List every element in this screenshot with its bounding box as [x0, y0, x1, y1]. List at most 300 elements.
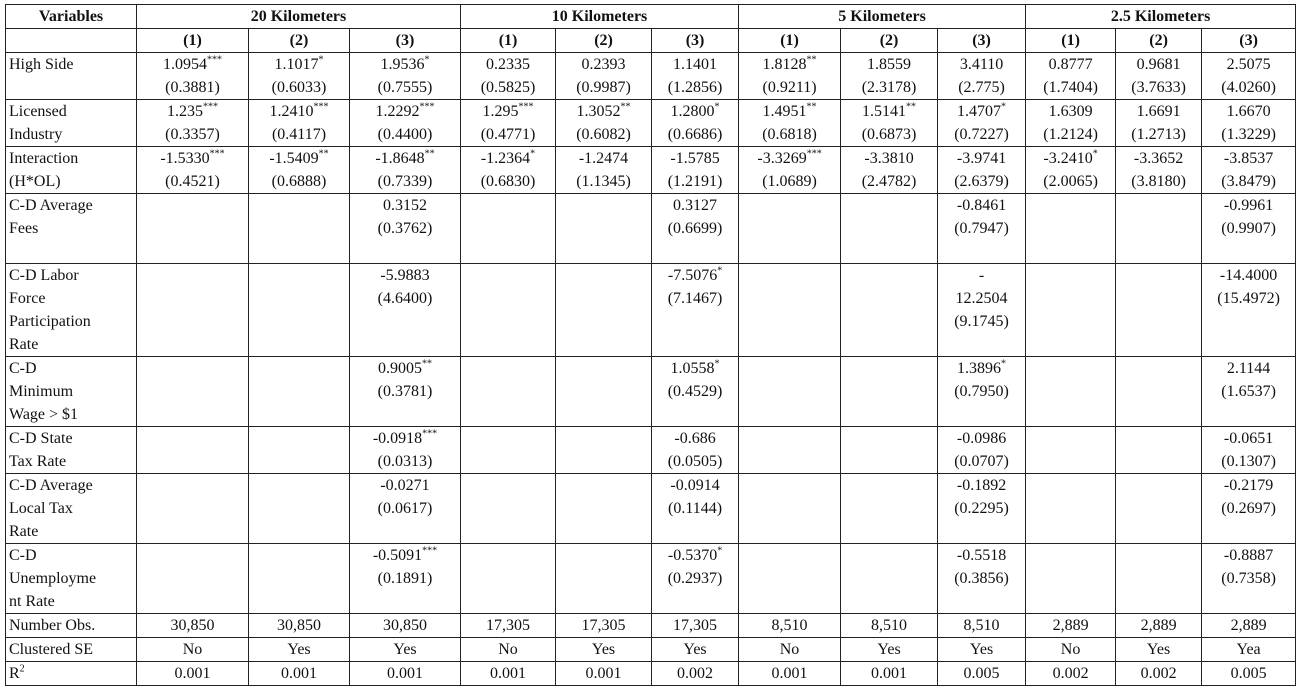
- table-row: [6, 264, 1296, 357]
- summary-label-text: Number Obs.: [9, 617, 96, 634]
- variable-label-line: Wage > $1: [9, 406, 79, 423]
- standard-error: (0.6818): [762, 126, 817, 143]
- variable-label-line: C-D: [9, 547, 37, 564]
- variable-label-line: Industry: [9, 126, 63, 143]
- coefficient-value: 1.5141**: [862, 101, 917, 120]
- summary-value: 0.002: [652, 662, 739, 686]
- coefficient-value: -0.5518: [956, 547, 1007, 564]
- empty-cell: [1116, 264, 1202, 357]
- coefficient-value: -5.9883: [380, 267, 430, 284]
- column-number: (3): [350, 29, 461, 53]
- summary-value: Yes: [652, 638, 739, 662]
- column-number: (1): [461, 29, 556, 53]
- empty-cell: [461, 194, 556, 264]
- coefficient-cell: [938, 53, 1026, 100]
- significance-stars: **: [424, 148, 435, 160]
- significance-stars: **: [906, 101, 917, 113]
- summary-value: 17,305: [461, 614, 556, 638]
- empty-cell: [1116, 544, 1202, 614]
- coefficient-cell: [739, 100, 841, 147]
- summary-value: Yes: [556, 638, 652, 662]
- standard-error: (1.2191): [667, 173, 723, 190]
- standard-error: (0.6888): [271, 173, 327, 190]
- empty-cell: [556, 427, 652, 474]
- summary-row: [6, 662, 1296, 686]
- standard-error: (2.6379): [954, 173, 1009, 190]
- significance-stars: ***: [518, 101, 534, 113]
- coefficient-cell: [652, 544, 739, 614]
- coefficient-value: -3.2410*: [1043, 148, 1098, 167]
- empty-cell: [739, 194, 841, 264]
- variable-label-line: High Side: [9, 56, 74, 73]
- coefficient-cell: [461, 100, 556, 147]
- standard-error: (4.6400): [377, 290, 433, 307]
- standard-error: (0.7339): [377, 173, 433, 190]
- coefficient-value: 0.9681: [1136, 56, 1181, 73]
- empty-cell: [841, 474, 938, 544]
- table-row: [6, 100, 1296, 147]
- coefficient-cell: [556, 53, 652, 100]
- standard-error: (0.6082): [576, 126, 631, 143]
- standard-error: (2.3178): [861, 79, 917, 96]
- significance-stars: ***: [203, 101, 218, 113]
- empty-cell: [137, 474, 249, 544]
- superscript: 2: [19, 663, 25, 675]
- empty-cell: [249, 357, 350, 427]
- column-number: (3): [938, 29, 1026, 53]
- coefficient-cell: [652, 100, 739, 147]
- group-header: 2.5 Kilometers: [1026, 5, 1296, 29]
- coefficient-value: 0.2393: [581, 56, 626, 73]
- empty-cell: [249, 264, 350, 357]
- empty-cell: [1116, 194, 1202, 264]
- group-header-row: [6, 5, 1296, 29]
- coefficient-cell: [249, 100, 350, 147]
- empty-cell: [137, 544, 249, 614]
- column-number: (1): [739, 29, 841, 53]
- significance-stars: ***: [806, 148, 822, 160]
- coefficient-value: -0.8461: [956, 197, 1007, 214]
- coefficient-cell: [1202, 100, 1296, 147]
- coefficient-value: -0.0914: [670, 477, 720, 494]
- coefficient-cell: [350, 147, 461, 194]
- coefficient-cell: [739, 147, 841, 194]
- coefficient-value: -3.9741: [956, 150, 1007, 167]
- coefficient-value: -1.5409**: [269, 148, 329, 167]
- significance-stars: ***: [313, 101, 329, 113]
- coefficient-cell: [1026, 53, 1116, 100]
- variable-label-line: C-D State: [9, 430, 73, 447]
- standard-error: (0.9907): [1221, 220, 1276, 237]
- coefficient-cell: [938, 427, 1026, 474]
- summary-label: [6, 614, 137, 638]
- significance-stars: ***: [422, 428, 438, 440]
- empty-cell: [556, 194, 652, 264]
- empty-cell: [1116, 427, 1202, 474]
- summary-value: 0.001: [739, 662, 841, 686]
- coefficient-cell: [652, 194, 739, 264]
- empty-cell: [137, 427, 249, 474]
- summary-value: Yes: [249, 638, 350, 662]
- empty-cell: [1026, 427, 1116, 474]
- coefficient-cell: [938, 147, 1026, 194]
- coefficient-value: -14.4000: [1219, 267, 1278, 284]
- summary-label-text: R: [9, 665, 20, 682]
- coefficient-value: -0.2179: [1223, 477, 1274, 494]
- standard-error: (0.7358): [1221, 570, 1276, 587]
- variable-label-line: Rate: [9, 523, 39, 540]
- coefficient-value: -3.3269***: [757, 148, 822, 167]
- coefficient-cell: [1116, 147, 1202, 194]
- summary-value: 30,850: [249, 614, 350, 638]
- coefficient-cell: [652, 427, 739, 474]
- coefficient-value: 1.295***: [482, 101, 534, 120]
- coefficient-cell: [350, 53, 461, 100]
- coefficient-value: -7.5076*: [667, 265, 723, 284]
- standard-error: (1.2124): [1043, 126, 1098, 143]
- coefficient-value: -3.3652: [1133, 150, 1184, 167]
- empty-cell: [739, 264, 841, 357]
- standard-error: (0.4521): [165, 173, 220, 190]
- variable-label: [6, 53, 137, 100]
- variable-label: [6, 100, 137, 147]
- summary-value: 0.001: [137, 662, 249, 686]
- standard-error: (2.775): [958, 79, 1005, 96]
- standard-error: (0.6699): [667, 220, 723, 237]
- coefficient-cell: [249, 53, 350, 100]
- empty-cell: [461, 427, 556, 474]
- standard-error: (0.5825): [480, 79, 536, 96]
- empty-cell: [1116, 357, 1202, 427]
- standard-error: (0.2937): [667, 570, 723, 587]
- significance-stars: **: [620, 101, 631, 113]
- summary-value: 8,510: [841, 614, 938, 638]
- column-number: (3): [1202, 29, 1296, 53]
- standard-error: (0.6033): [271, 79, 327, 96]
- standard-error: (15.4972): [1217, 290, 1280, 307]
- standard-error: (1.0689): [762, 173, 817, 190]
- summary-value: No: [1026, 638, 1116, 662]
- coefficient-cell: [1202, 427, 1296, 474]
- significance-stars: *: [1092, 148, 1098, 160]
- standard-error: (0.3881): [165, 79, 220, 96]
- standard-error: (0.7950): [954, 383, 1009, 400]
- table-row: [6, 194, 1296, 264]
- coefficient-value: -0.8887: [1223, 547, 1274, 564]
- standard-error: (0.1891): [377, 570, 433, 587]
- empty-cell: [841, 264, 938, 357]
- column-number: (2): [556, 29, 652, 53]
- empty-cell: [1026, 264, 1116, 357]
- standard-error: (0.6830): [480, 173, 536, 190]
- coefficient-cell: [1202, 147, 1296, 194]
- coefficient-value: 2.1144: [1226, 360, 1271, 377]
- standard-error: (0.3357): [165, 126, 220, 143]
- empty-cell: [841, 194, 938, 264]
- coefficient-value: 0.8777: [1048, 56, 1093, 73]
- coefficient-cell: [938, 474, 1026, 544]
- coefficient-value: 0.3152: [383, 197, 427, 214]
- summary-label: [6, 638, 137, 662]
- coefficient-value: 1.1401: [673, 56, 718, 73]
- coefficient-cell: [1116, 100, 1202, 147]
- coefficient-cell: [652, 264, 739, 357]
- summary-value: 0.002: [1026, 662, 1116, 686]
- coefficient-cell: [249, 147, 350, 194]
- variable-label-line: C-D Labor: [9, 267, 79, 284]
- standard-error: (0.6686): [667, 126, 723, 143]
- standard-error: (0.3762): [377, 220, 433, 237]
- empty-cell: [739, 357, 841, 427]
- significance-stars: *: [714, 358, 720, 370]
- empty-cell: [556, 474, 652, 544]
- standard-error: (0.0505): [667, 453, 723, 470]
- summary-value: 8,510: [739, 614, 841, 638]
- variable-label-line: Local Tax: [9, 500, 73, 517]
- group-header: 20 Kilometers: [137, 5, 461, 29]
- coefficient-cell: [1202, 53, 1296, 100]
- standard-error: (0.0707): [954, 453, 1009, 470]
- variable-label-line: Force: [9, 290, 46, 307]
- variable-label-line: Licensed: [9, 103, 67, 120]
- summary-value: 30,850: [137, 614, 249, 638]
- empty-cell: [1026, 544, 1116, 614]
- variable-label: [6, 194, 137, 264]
- coefficient-value: -0.5091***: [372, 545, 438, 564]
- coefficient-value: 1.3896*: [957, 358, 1007, 377]
- coefficient-cell: [461, 147, 556, 194]
- significance-stars: ***: [422, 545, 438, 557]
- coefficient-cell: [137, 147, 249, 194]
- standard-error: (0.1307): [1221, 453, 1276, 470]
- coefficient-cell: [1202, 357, 1296, 427]
- standard-error: (0.0617): [377, 500, 433, 517]
- standard-error: (0.4400): [377, 126, 433, 143]
- empty-cell: [739, 544, 841, 614]
- coefficient-cell: [350, 427, 461, 474]
- spacer-line: [9, 240, 133, 263]
- variable-label: [6, 357, 137, 427]
- empty-cell: [739, 474, 841, 544]
- coefficient-cell: [938, 357, 1026, 427]
- coefficient-value: 3.4110: [959, 56, 1004, 73]
- coefficient-value: 0.9005**: [378, 358, 432, 377]
- variable-label: [6, 264, 137, 357]
- coefficient-cell: [350, 474, 461, 544]
- coefficient-value: 1.2410***: [269, 101, 329, 120]
- variable-label-line: nt Rate: [9, 593, 55, 610]
- variables-header: Variables: [6, 5, 137, 29]
- coefficient-cell: [461, 53, 556, 100]
- summary-value: 30,850: [350, 614, 461, 638]
- significance-stars: ***: [207, 54, 222, 66]
- summary-value: No: [739, 638, 841, 662]
- variable-label-line: (H*OL): [9, 173, 61, 190]
- coefficient-value: 1.8559: [867, 56, 912, 73]
- coefficient-cell: [350, 194, 461, 264]
- summary-value: 0.001: [350, 662, 461, 686]
- empty-cell: [739, 427, 841, 474]
- standard-error: (0.4529): [667, 383, 723, 400]
- coefficient-cell: [652, 147, 739, 194]
- significance-stars: *: [717, 545, 723, 557]
- coefficient-value: -: [978, 267, 985, 284]
- summary-row: [6, 638, 1296, 662]
- coefficient-cell: [1026, 100, 1116, 147]
- coefficient-value: -1.2364*: [480, 148, 536, 167]
- coefficient-cell: [350, 544, 461, 614]
- variable-label-line: Participation: [9, 313, 91, 330]
- coefficient-cell: [841, 147, 938, 194]
- significance-stars: **: [422, 358, 432, 370]
- variable-label: [6, 147, 137, 194]
- coefficient-cell: [137, 100, 249, 147]
- summary-value: 0.005: [1202, 662, 1296, 686]
- standard-error: (1.7404): [1043, 79, 1098, 96]
- coefficient-cell: [137, 53, 249, 100]
- coefficient-value: 1.3052**: [576, 101, 631, 120]
- summary-value: 2,889: [1116, 614, 1202, 638]
- column-number: (2): [1116, 29, 1202, 53]
- coefficient-value: 1.6309: [1048, 103, 1093, 120]
- variable-label-line: Unemployme: [9, 570, 97, 587]
- empty-cell: [1026, 357, 1116, 427]
- coefficient-cell: [841, 53, 938, 100]
- empty-cell: [249, 194, 350, 264]
- significance-stars: ***: [209, 148, 225, 160]
- variable-label-line: C-D Average: [9, 477, 93, 494]
- coefficient-value: -0.0986: [956, 430, 1007, 447]
- coefficient-cell: [1202, 264, 1296, 357]
- group-header: 5 Kilometers: [739, 5, 1026, 29]
- variable-label-line: Interaction: [9, 150, 79, 167]
- empty-cell: [461, 264, 556, 357]
- coefficient-value: -3.3810: [864, 150, 914, 167]
- coefficient-value: -0.1892: [956, 477, 1007, 494]
- standard-error: (0.1144): [667, 500, 723, 517]
- coefficient-value: 0.3127: [673, 197, 718, 214]
- standard-error: (1.6537): [1221, 383, 1276, 400]
- significance-stars: *: [424, 54, 430, 66]
- coefficient-value: -1.8648**: [375, 148, 435, 167]
- standard-error: (0.2295): [954, 500, 1009, 517]
- significance-stars: **: [806, 101, 817, 113]
- significance-stars: *: [1001, 358, 1007, 370]
- summary-value: No: [137, 638, 249, 662]
- coefficient-cell: [1202, 474, 1296, 544]
- empty-cell: [137, 264, 249, 357]
- significance-stars: ***: [419, 101, 435, 113]
- significance-stars: *: [717, 265, 723, 277]
- coefficient-value: -0.0918***: [372, 428, 438, 447]
- coefficient-value: -0.0271: [380, 477, 430, 494]
- standard-error: (3.8180): [1131, 173, 1186, 190]
- summary-value: 17,305: [652, 614, 739, 638]
- coefficient-cell: [938, 100, 1026, 147]
- summary-row: [6, 614, 1296, 638]
- significance-stars: *: [714, 101, 720, 113]
- standard-error: (2.4782): [861, 173, 917, 190]
- significance-stars: *: [1001, 101, 1007, 113]
- column-number: (2): [249, 29, 350, 53]
- standard-error: (4.0260): [1221, 79, 1276, 96]
- coefficient-value: -0.5370*: [667, 545, 723, 564]
- standard-error: (0.9211): [762, 79, 817, 96]
- empty-cell: [841, 427, 938, 474]
- coefficient-cell: [938, 264, 1026, 357]
- standard-error: (9.1745): [954, 313, 1009, 330]
- coefficient-cell: [652, 53, 739, 100]
- empty-cell: [137, 194, 249, 264]
- variable-label: [6, 427, 137, 474]
- summary-value: 2,889: [1026, 614, 1116, 638]
- standard-error: (0.7227): [954, 126, 1009, 143]
- coefficient-cell: [1026, 147, 1116, 194]
- empty-cell: [461, 357, 556, 427]
- coefficient-cell: [350, 357, 461, 427]
- coefficient-value: 1.0954***: [163, 54, 222, 73]
- coefficient-value: 1.9536*: [380, 54, 430, 73]
- standard-error: (0.6873): [861, 126, 917, 143]
- standard-error: (3.8479): [1221, 173, 1276, 190]
- coefficient-cell: [652, 474, 739, 544]
- empty-cell: [841, 544, 938, 614]
- standard-error: (0.7947): [954, 220, 1009, 237]
- coefficient-value: -0.9961: [1223, 197, 1274, 214]
- standard-error: (1.3229): [1221, 126, 1276, 143]
- coefficient-value: -0.0651: [1223, 430, 1274, 447]
- standard-error: (0.3781): [377, 383, 433, 400]
- summary-value: 0.001: [556, 662, 652, 686]
- variable-label-line: C-D Average: [9, 197, 93, 214]
- variable-label-line: Minimum: [9, 383, 74, 400]
- summary-value: 17,305: [556, 614, 652, 638]
- summary-value: Yes: [1116, 638, 1202, 662]
- table-row: [6, 53, 1296, 100]
- coefficient-value: 0.2335: [486, 56, 531, 73]
- coefficient-cell: [350, 100, 461, 147]
- coefficient-cell: [1116, 53, 1202, 100]
- variable-label: [6, 474, 137, 544]
- empty-header-cell: [6, 29, 137, 53]
- coefficient-cell: [1202, 194, 1296, 264]
- empty-cell: [556, 264, 652, 357]
- coefficient-rows: [6, 53, 1296, 614]
- standard-error: (0.0313): [377, 453, 433, 470]
- coefficient-value: 2.5075: [1226, 56, 1271, 73]
- empty-cell: [249, 544, 350, 614]
- summary-value: 0.001: [841, 662, 938, 686]
- summary-value: Yes: [841, 638, 938, 662]
- coefficient-value: -3.8537: [1223, 150, 1274, 167]
- summary-value: No: [461, 638, 556, 662]
- coefficient-cell: [652, 357, 739, 427]
- variable-label-line: Fees: [9, 220, 39, 237]
- table-row: [6, 474, 1296, 544]
- variable-label: [6, 544, 137, 614]
- coefficient-cell: [556, 147, 652, 194]
- column-number-row: [6, 29, 1296, 53]
- empty-cell: [137, 357, 249, 427]
- coefficient-value: 1.235***: [167, 101, 218, 120]
- coefficient-cell: [938, 544, 1026, 614]
- significance-stars: *: [318, 54, 324, 66]
- coefficient-value: 1.4707*: [957, 101, 1007, 120]
- coefficient-value: 1.2800*: [670, 101, 720, 120]
- column-number: (1): [1026, 29, 1116, 53]
- table-row: [6, 544, 1296, 614]
- empty-cell: [1026, 194, 1116, 264]
